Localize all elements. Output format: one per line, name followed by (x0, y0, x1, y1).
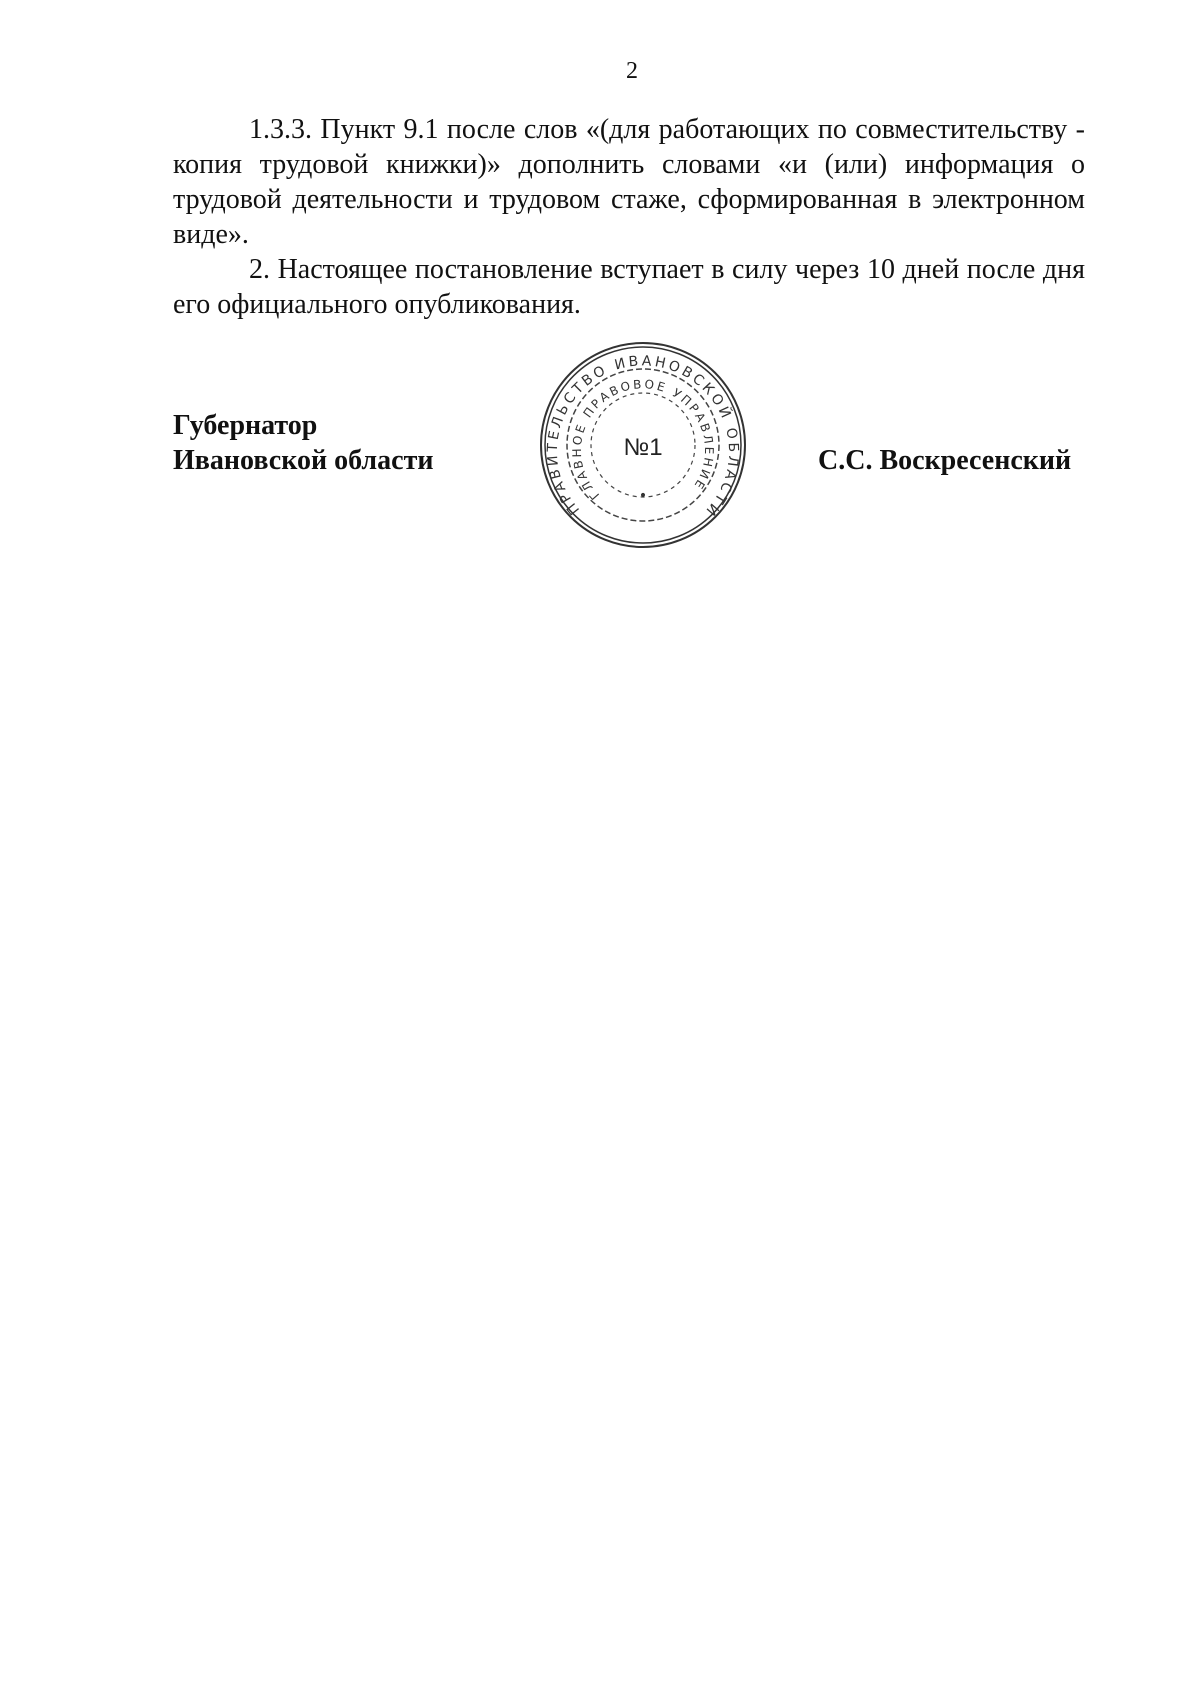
seal-inner-text: ГЛАВНОЕ ПРАВОВОЕ УПРАВЛЕНИЕ (569, 377, 717, 503)
position-region: Ивановской области (173, 445, 434, 476)
signatory-name: С.С. Воскресенский (818, 445, 1072, 476)
seal-center-number: №1 (623, 434, 663, 461)
position-title: Губернатор (173, 410, 318, 441)
official-seal (538, 340, 748, 550)
seal-star-icon: • (638, 488, 648, 504)
signatory-position (173, 408, 433, 478)
page-number: 2 (626, 58, 638, 84)
document-body (173, 112, 1085, 322)
paragraph-1-3-3: 1.3.3. Пункт 9.1 после слов «(для работающих по совместительству - копия трудовой книжки)» дополнить словами «и (или) информация о трудовой деятельности и трудовом стаже, сформированная в электронном виде». (173, 114, 1085, 250)
paragraph-2: 2. Настоящее постановление вступает в силу через 10 дней после дня его официального опубликования. (173, 254, 1085, 320)
seal-outer-text: ПРАВИТЕЛЬСТВО ИВАНОВСКОЙ ОБЛАСТИ (544, 353, 742, 521)
